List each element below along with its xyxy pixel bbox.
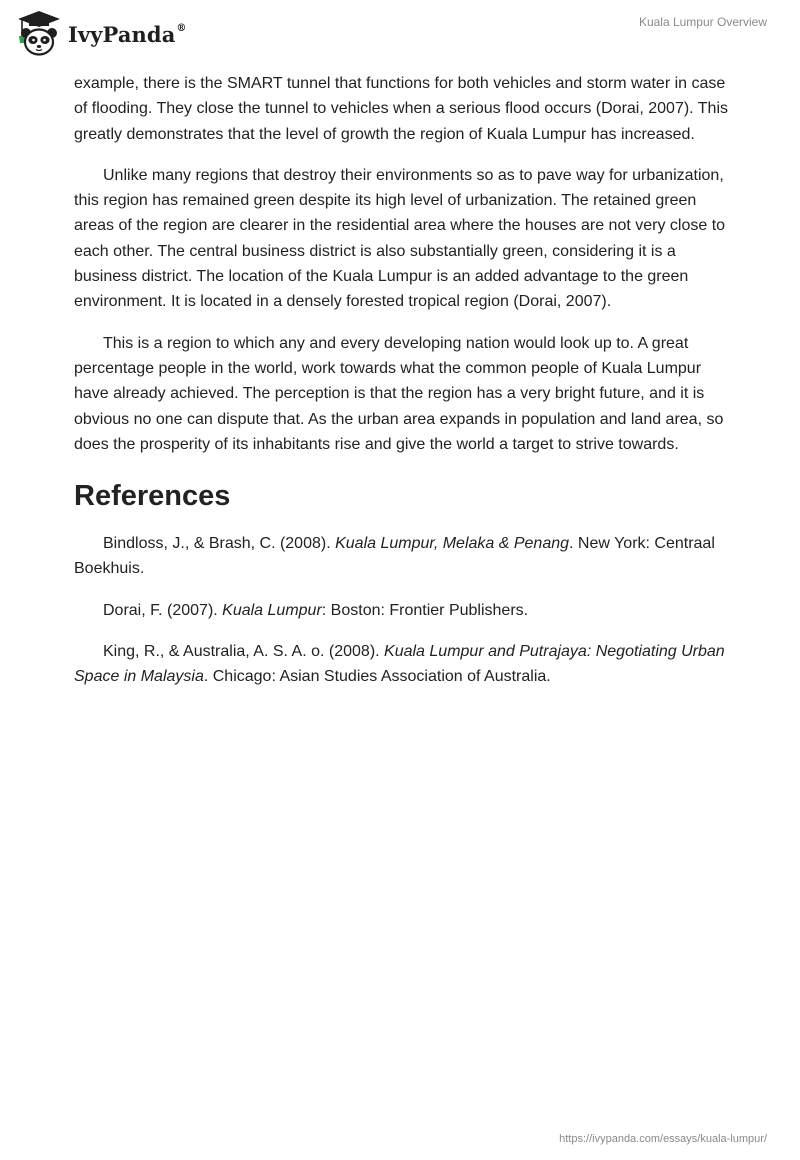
body-paragraph: example, there is the SMART tunnel that functions for both vehicles and storm water in case of flooding. They close the tunnel to vehicles when a serious flood occurs (Dorai, 2007). This greatly demonstrates that the level of growth the region of Kuala Lumpur has increased. (74, 75, 728, 143)
body-paragraph: This is a region to which any and every developing nation would look up to. A great percentage people in the world, work towards what the common people of Kuala Lumpur have already achieved. The perception is that the region has a very bright future, and it is obvious no one can dispute that. As the urban area expands in population and land area, so does the prosperity of its inhabitants rise and give the world a target to strive towards. (74, 334, 724, 453)
ivypanda-logo[interactable] (14, 8, 187, 58)
reference-item: Dorai, F. (2007). Kuala Lumpur: Boston: Frontier Publishers. (103, 601, 529, 619)
body-paragraph: Unlike many regions that destroy their environments so as to pave way for urbanization, this region has remained green despite its high level of urbanization. The retained green areas of the region are clearer in the residential area where the houses are not very close to each other. The central business district is also substantially green, considering it is a business district. The location of the Kuala Lumpur is an added advantage to the green environment. It is located in a densely forested tropical region (Dorai, 2007). (74, 166, 726, 311)
reference-item: King, R., & Australia, A. S. A. o. (2008). Kuala Lumpur and Putrajaya: Negotiating Urban Space in Malaysia. Chicago: Asian Studies Association of Australia. (74, 643, 725, 686)
logo-wordmark: IvyPanda® (68, 21, 187, 47)
reference-item: Bindloss, J., & Brash, C. (2008). Kuala Lumpur, Melaka & Penang. New York: Centraal Boekhuis. (74, 535, 715, 578)
references-heading: References (74, 480, 231, 513)
page-header (0, 0, 800, 70)
panda-graduate-icon (14, 8, 64, 58)
reference-title: Kuala Lumpur, Melaka & Penang (335, 535, 570, 553)
document-title: Kuala Lumpur Overview (638, 15, 767, 29)
essay-content (74, 71, 734, 706)
reference-title: Kuala Lumpur and Putrajaya: Negotiating Urban Space in Malaysia (74, 643, 725, 686)
source-url-link[interactable]: https://ivypanda.com/essays/kuala-lumpur/ (559, 1133, 767, 1145)
reference-title: Kuala Lumpur (222, 601, 322, 619)
